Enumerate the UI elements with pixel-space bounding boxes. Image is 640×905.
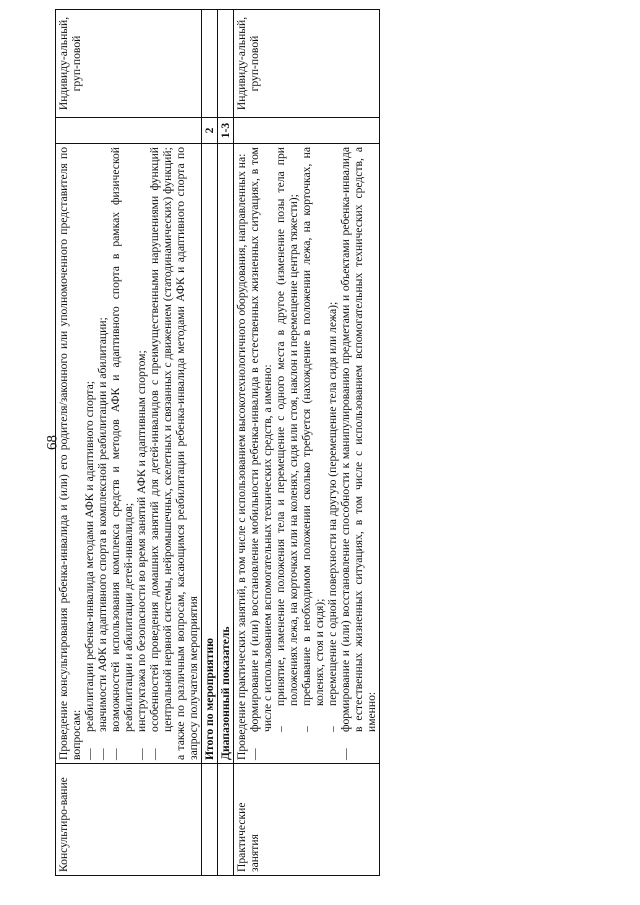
count-cell (56, 118, 202, 144)
list-item: — значимости АФК и адаптивного спорта в комплексной реабилитации и абилитации; (96, 317, 109, 760)
list-item: — реабилитации ребенка-инвалида методами АФК и адаптивного спорта; (83, 381, 96, 760)
list-item: — особенностей проведения домашних занятий для детей-инвалидов с преимущественными нарушениями функций центральной нервной системы, нейромышечных, скелетных и связанных с движением (статодинамических) функций; (148, 147, 174, 760)
count-cell (234, 118, 380, 144)
content-cell (234, 144, 380, 764)
table-row-consulting (56, 10, 202, 876)
content-cell (56, 144, 202, 764)
empty-cell (202, 10, 218, 118)
range-count: 1-3 (218, 118, 234, 144)
activity-cell: Консультиро-вание (56, 764, 202, 876)
table-row-range (218, 10, 234, 876)
activity-cell: Практические занятия (234, 764, 380, 876)
content-intro: Проведение консультирования ребенка-инвалида и (или) его родителя/законного или уполномоченного представителя по вопросам: (57, 147, 83, 760)
sub-list-item: – перемещение с одной поверхности на другую (перемещение тела сидя или лежа); (326, 301, 339, 732)
empty-cell (218, 10, 234, 118)
table-row-total (202, 10, 218, 876)
list-item: — возможностей использования комплекса средств и методов АФК и адаптивного спорта в рамках физической реабилитации и абилитации детей-инвалидов; (109, 147, 135, 760)
form-cell: Индивиду-альный, груп-повой (234, 10, 380, 118)
empty-cell (218, 764, 234, 876)
form-cell: Индивиду-альный, груп-повой (56, 10, 202, 118)
empty-cell (202, 764, 218, 876)
sub-list-item: – принятие, изменение положения тела и перемещение с одного места в другое (изменение позы тела при положениях лежа, на корточках или на коленях, сидя или стоя, наклон и перемещение центра тяжести); (274, 147, 300, 732)
content-intro: Проведение практических занятий, в том числе с использованием высокотехнологичного оборудования, направленных на: (235, 153, 248, 760)
total-count: 2 (202, 118, 218, 144)
sub-list-item: – пребывание в необходимом положении сколько требуется (нахождение в положении лежа, на корточках, на коленях, стоя и сидя); (300, 147, 326, 732)
total-label: Итого по мероприятию (202, 144, 218, 764)
rotated-table-container (55, 10, 585, 876)
table-row-practice (234, 10, 380, 876)
activity-table (55, 9, 380, 876)
content-tail: а также по различным вопросам, касающимся реабилитации ребенка-инвалида методами АФК и адаптивного спорта по запросу получателя мероприятия (174, 147, 200, 760)
list-item: — инструктажа по безопасности во время занятий АФК и адаптивным спортом; (135, 350, 148, 760)
range-label: Диапазонный показатель (218, 144, 234, 764)
list-item: — формирование и (или) восстановление мобильности ребенка-инвалида в естественных жизненных ситуациях, в том числе с использованием вспомогательных технических средств, а именно: (248, 147, 274, 760)
list-item: — формирование и (или) восстановление способности к манипулированию предметами и объектами ребенка-инвалида в естественных жизненных ситуациях, в том числе с использованием вспомогательных технических средств, а именно: (339, 147, 378, 760)
page-number: 68 (44, 435, 61, 450)
